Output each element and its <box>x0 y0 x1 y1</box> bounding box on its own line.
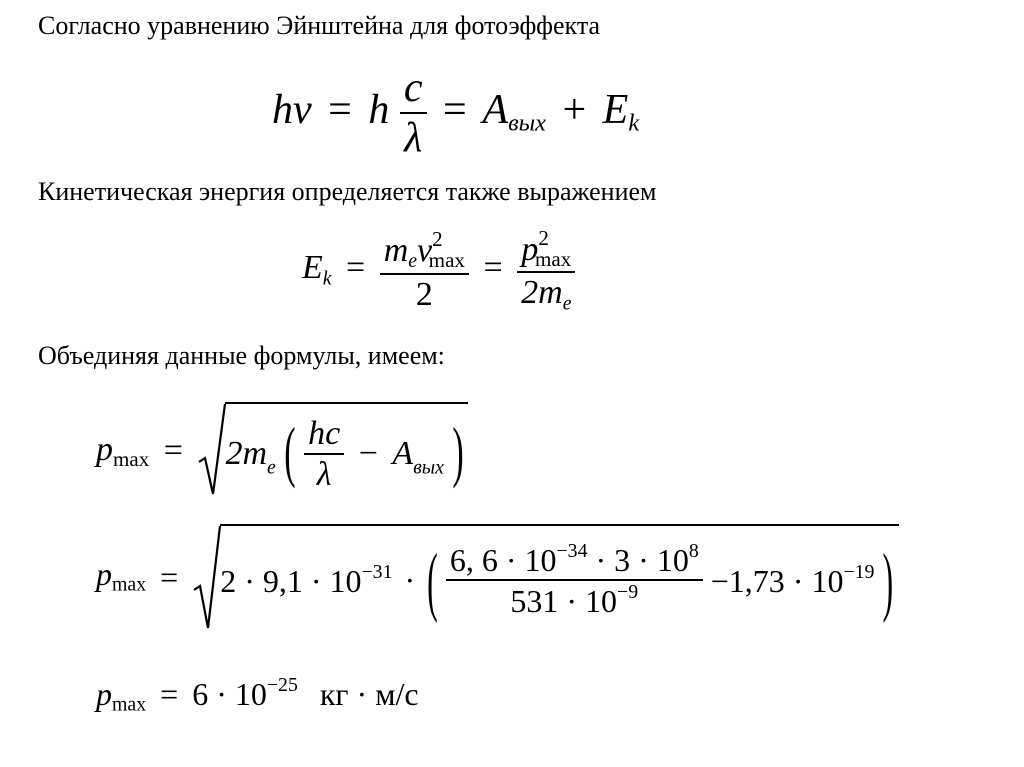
superscript-2: 2 <box>538 226 549 250</box>
sqrt-icon <box>192 524 222 636</box>
subscript-vyh: вых <box>508 109 546 137</box>
minus-term-value: −1,73 · 10 <box>710 562 844 599</box>
symbol-E: E <box>302 249 323 287</box>
left-paren: ( <box>427 536 438 623</box>
sqrt-expression <box>197 408 463 494</box>
term-prefix <box>220 560 393 599</box>
sqrt-icon <box>197 402 227 502</box>
subscript-e: e <box>562 292 572 315</box>
text-kinetic-energy-intro: Кинетическая энергия определяется также выражением <box>38 177 657 206</box>
unit: кг · м/с <box>319 675 419 712</box>
subscript-e: e <box>408 250 418 273</box>
sqrt-expression <box>192 534 894 623</box>
denominator-2: 2 <box>415 275 433 313</box>
left-paren: ( <box>284 416 296 491</box>
fraction-hc-over-lambda <box>304 414 344 494</box>
value: 6 · 10 <box>192 675 267 712</box>
text-combining-intro: Объединяя данные формулы, имеем: <box>38 341 445 370</box>
fraction-c-over-lambda <box>400 64 427 163</box>
symbol-h: h <box>272 86 293 133</box>
numerator-c: c <box>400 64 427 114</box>
term-2m: 2m <box>521 273 563 311</box>
symbol-m: m <box>383 231 409 269</box>
symbol-p: p <box>96 675 112 712</box>
symbol-p: p <box>96 555 112 592</box>
symbol-kinetic-energy: E <box>602 86 629 133</box>
sqrt-vinculum <box>225 402 467 404</box>
value-exponent: −25 <box>266 674 298 696</box>
subscript-k: k <box>322 267 332 290</box>
subscript-max: max <box>534 246 572 271</box>
equals-sign: = <box>443 86 467 133</box>
subscript-max: max <box>112 573 147 596</box>
sqrt-vinculum <box>220 524 899 526</box>
term-2m: 2m <box>225 435 268 473</box>
term-pmax <box>96 555 147 596</box>
text-einstein-equation-intro: Согласно уравнению Эйнштейна для фотоэффекта <box>38 11 601 40</box>
symbol-v: v <box>417 231 433 269</box>
equals-sign: = <box>483 249 503 287</box>
numerator-mv2 <box>380 227 469 275</box>
numerator-numeric <box>446 540 703 581</box>
subscript-max: max <box>113 446 150 471</box>
symbol-work-function: A <box>392 435 414 473</box>
formula-pmax-numeric <box>96 534 894 623</box>
term-pmax <box>96 430 150 471</box>
den-exponent: −9 <box>617 580 639 603</box>
plus-sign: + <box>562 86 587 133</box>
num-a-exponent: −34 <box>556 540 588 562</box>
fraction-p2-over-2m <box>517 226 575 315</box>
symbol-p: p <box>521 230 539 268</box>
numerator-p2 <box>517 226 575 273</box>
subscript-max: max <box>112 693 147 716</box>
equals-sign: = <box>160 675 179 712</box>
minus-term-exponent: −19 <box>843 560 875 583</box>
term-minus <box>710 560 875 599</box>
symbol-p: p <box>96 430 113 468</box>
symbol-nu: ν <box>293 86 312 133</box>
right-paren: ) <box>452 416 464 491</box>
num-b: · 3 · 10 <box>587 541 689 578</box>
subscript-vyh: вых <box>413 456 444 479</box>
subscript-e: e <box>267 456 276 479</box>
equals-sign: = <box>160 558 179 595</box>
formula-kinetic-energy <box>302 226 575 315</box>
minus-sign: − <box>358 435 378 473</box>
equals-sign: = <box>346 249 366 287</box>
equals-sign: = <box>163 432 183 470</box>
right-paren: ) <box>882 536 894 623</box>
symbol-h: h <box>368 86 390 133</box>
formula-pmax-general <box>96 408 464 494</box>
numerator-hc: hc <box>304 414 344 455</box>
fraction-mv2-over-2 <box>380 227 469 314</box>
subscript-max: max <box>428 247 465 272</box>
formula-pmax-result <box>96 676 419 715</box>
fraction-numeric <box>446 540 703 619</box>
superscript-2: 2 <box>432 227 443 252</box>
denominator-numeric <box>446 581 703 620</box>
num-a: 6, 6 · 10 <box>449 541 557 578</box>
subscript-k: k <box>628 109 640 137</box>
prefix-exponent: −31 <box>361 560 393 583</box>
den-value: 531 · 10 <box>510 582 618 619</box>
symbol-work-function: A <box>482 86 509 133</box>
num-b-exponent: 8 <box>688 540 699 562</box>
formula-einstein-photoeffect <box>272 64 639 163</box>
denominator-2m <box>517 273 575 315</box>
multiply-dot: · <box>404 561 416 598</box>
prefix-value: 2 · 9,1 · 10 <box>220 562 362 599</box>
denominator-lambda: λ <box>404 115 423 162</box>
result-value <box>192 676 298 712</box>
denominator-lambda: λ <box>316 456 332 494</box>
equals-sign: = <box>328 86 352 133</box>
